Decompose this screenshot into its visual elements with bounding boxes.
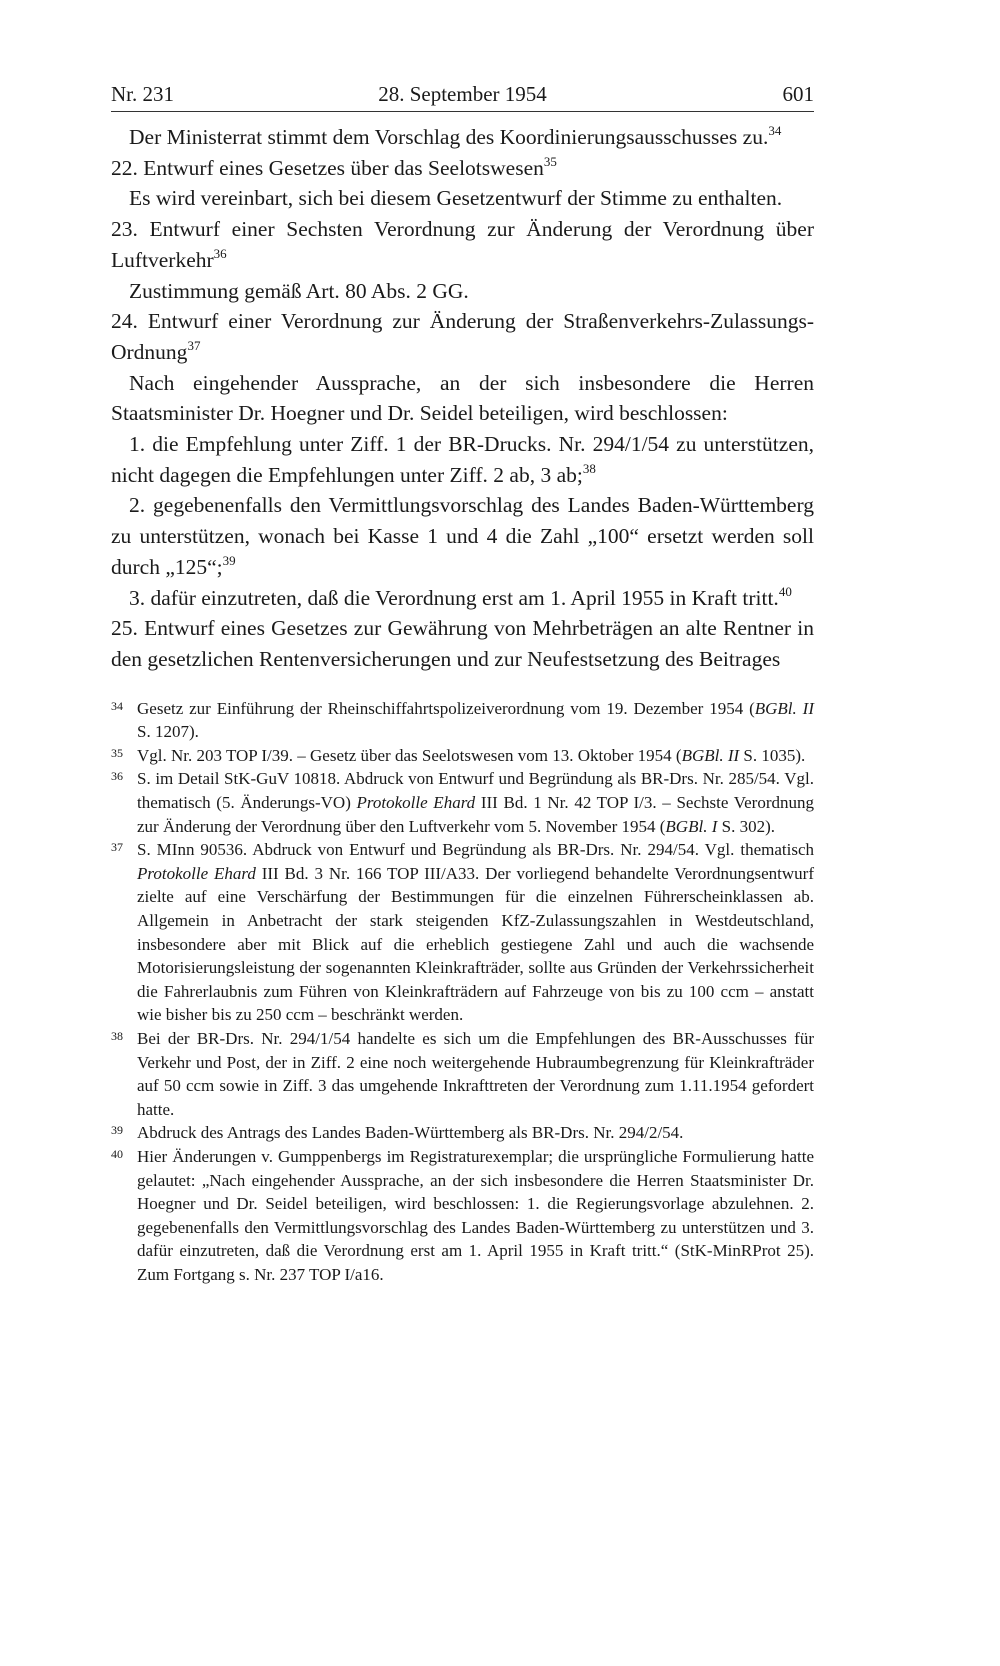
citation-italic: BGBl. I <box>665 816 718 836</box>
agenda-item <box>111 214 814 275</box>
paragraph-text: 1. die Empfehlung unter Ziff. 1 der BR-Drucks. Nr. 294/1/54 zu unterstützen, nicht dagegen die Empfehlungen unter Ziff. 2 ab, 3 ab; <box>111 432 814 487</box>
footnote-reference[interactable]: 38 <box>582 460 596 476</box>
agenda-item <box>111 306 814 367</box>
paragraph-text: Der Ministerrat stimmt dem Vorschlag des Koordinierungsausschusses zu. <box>129 125 769 149</box>
footnote-number: 36 <box>111 769 123 784</box>
footnote-number: 37 <box>111 840 123 855</box>
footnote-text: Hier Änderungen v. Gumppenbergs im Registraturexemplar; die ursprüngliche Formulierung hatte gelautet: „Nach eingehender Aussprache, an der sich insbesondere die Herren Staatsminister Dr. Hoegner und Dr. Seidel beteiligen, wird beschlossen: 1. die Regierungsvorlage abzulehnen. 2. gegebenenfalls den Vermittlungsvorschlag des Landes Baden-Württemberg zu unterstützen und 3. dafür einzutreten, daß die Verordnung erst am 1. April 1955 in Kraft tritt.“ (StK-MinRProt 25). Zum Fortgang s. Nr. 237 TOP I/a16. <box>137 1146 814 1284</box>
paragraph-text: Es wird vereinbart, sich bei diesem Gesetzentwurf der Stimme zu enthalten. <box>129 186 783 211</box>
paragraph <box>111 368 814 429</box>
footnote-reference[interactable]: 36 <box>213 245 227 261</box>
footnote <box>111 697 814 744</box>
citation-italic: BGBl. II <box>754 698 814 718</box>
page-number: 601 <box>782 82 814 106</box>
footnote-number: 38 <box>111 1028 123 1043</box>
footnote-number: 40 <box>111 1146 123 1161</box>
footnote-text: Vgl. Nr. 203 TOP I/39. – Gesetz über das Seelotswesen vom 13. Oktober 1954 ( <box>137 745 682 765</box>
footnote-reference[interactable]: 35 <box>543 153 557 169</box>
footnote <box>111 1145 814 1287</box>
citation-italic: Protokolle Ehard <box>356 793 476 813</box>
paragraph <box>111 183 814 214</box>
document-page <box>111 78 814 1287</box>
footnote-text: III Bd. 1 Nr. 42 TOP I/3. – Sechste Verordnung zur Änderung der Verordnung über den Luftverkehr vom 5. November 1954 ( <box>137 793 815 836</box>
footnote-reference[interactable]: 39 <box>222 552 236 568</box>
paragraph <box>111 583 814 614</box>
paragraph-text: 22. Entwurf eines Gesetzes über das Seelotswesen <box>111 155 544 180</box>
paragraph <box>111 122 814 153</box>
footnote-number: 39 <box>111 1123 123 1138</box>
running-header <box>111 78 814 108</box>
agenda-item <box>111 153 814 184</box>
footnote-text: S. 302). <box>717 816 775 836</box>
footnote-text: S. 1035). <box>739 745 806 765</box>
footnote <box>111 1121 814 1145</box>
citation-italic: Protokolle Ehard <box>137 863 256 883</box>
footnotes <box>111 697 814 1287</box>
footnote-text: S. im Detail StK-GuV 10818. Abdruck von Entwurf und Begründung als BR-Drs. Nr. 285/54. Vgl. thematisch (5. Änderungs-VO) <box>137 769 814 813</box>
footnote-text: Gesetz zur Einführung der Rheinschiffahrtspolizeiverordnung vom 19. Dezember 1954 ( <box>137 698 755 718</box>
paragraph-text: 24. Entwurf einer Verordnung zur Änderung der Straßenverkehrs-Zulassungs-Ordnung <box>111 309 814 364</box>
footnote-number: 35 <box>111 745 123 760</box>
agenda-item <box>111 613 814 674</box>
footnote <box>111 838 814 1027</box>
footnote-reference[interactable]: 34 <box>768 123 782 138</box>
paragraph <box>111 490 814 582</box>
footnote-text: Abdruck des Antrags des Landes Baden-Württemberg als BR-Drs. Nr. 294/2/54. <box>137 1123 684 1143</box>
paragraph-text: 25. Entwurf eines Gesetzes zur Gewährung von Mehrbeträgen an alte Rentner in den gesetzlichen Rentenversicherungen und zur Neufestsetzung des Beitrages <box>111 616 814 671</box>
paragraph-text: Nach eingehender Aussprache, an der sich insbesondere die Herren Staatsminister Dr. Hoegner und Dr. Seidel beteiligen, wird beschlossen: <box>111 370 814 426</box>
footnote-reference[interactable]: 37 <box>187 337 201 353</box>
paragraph-text: 23. Entwurf einer Sechsten Verordnung zur Änderung der Verordnung über Luftverkehr <box>111 217 814 272</box>
header-rule <box>111 111 814 112</box>
footnote-text: III Bd. 3 Nr. 166 TOP III/A33. Der vorliegend behandelte Verordnungsentwurf zielte auf eine Verschärfung der Bestimmungen für die einzelnen Führerscheinklassen ab. Allgemein in Anbetracht der stark steigenden KfZ-Zulassungszahlen in Westdeutschland, insbesondere aber mit Blick auf die erheblich gestiegene Zahl und auch die wachsende Motorisierungsleistung der sogenannten Kleinkrafträder, sollte aus Gründen der Verkehrssicherheit die Fahrerlaubnis zum Führen von Kleinkrafträdern auf Fahrzeuge von bis zu 100 ccm – anstatt wie bisher bis zu 250 ccm – beschränkt werden. <box>137 863 814 1025</box>
paragraph-text: 2. gegebenenfalls den Vermittlungsvorschlag des Landes Baden-Württemberg zu unterstützen, wonach bei Kasse 1 und 4 die Zahl „100“ ersetzt werden soll durch „125“; <box>111 493 814 579</box>
footnote-number: 34 <box>111 698 123 713</box>
footnote-text: S. 1207). <box>137 722 199 742</box>
paragraph <box>111 429 814 490</box>
footnote <box>111 1027 814 1121</box>
footnote-text: S. MInn 90536. Abdruck von Entwurf und Begründung als BR-Drs. Nr. 294/54. Vgl. thematisch <box>137 840 814 860</box>
paragraph-text: Zustimmung gemäß Art. 80 Abs. 2 GG. <box>129 278 469 303</box>
main-text <box>111 122 814 675</box>
document-number: Nr. 231 <box>111 82 174 106</box>
header-date: 28. September 1954 <box>378 82 547 106</box>
paragraph-text: 3. dafür einzutreten, daß die Verordnung erst am 1. April 1955 in Kraft tritt. <box>129 585 779 610</box>
paragraph <box>111 276 814 307</box>
footnote <box>111 767 814 838</box>
footnote-reference[interactable]: 40 <box>778 583 792 599</box>
footnote-text: Bei der BR-Drs. Nr. 294/1/54 handelte es sich um die Empfehlungen des BR-Ausschusses für Verkehr und Post, der in Ziff. 2 eine noch weitergehende Hubraumbegrenzung für Kleinkrafträder auf 50 ccm sowie in Ziff. 3 das umgehende Inkrafttreten der Verordnung zum 1.11.1954 gefordert hatte. <box>137 1028 814 1119</box>
citation-italic: BGBl. II <box>681 745 740 765</box>
footnote <box>111 744 814 768</box>
